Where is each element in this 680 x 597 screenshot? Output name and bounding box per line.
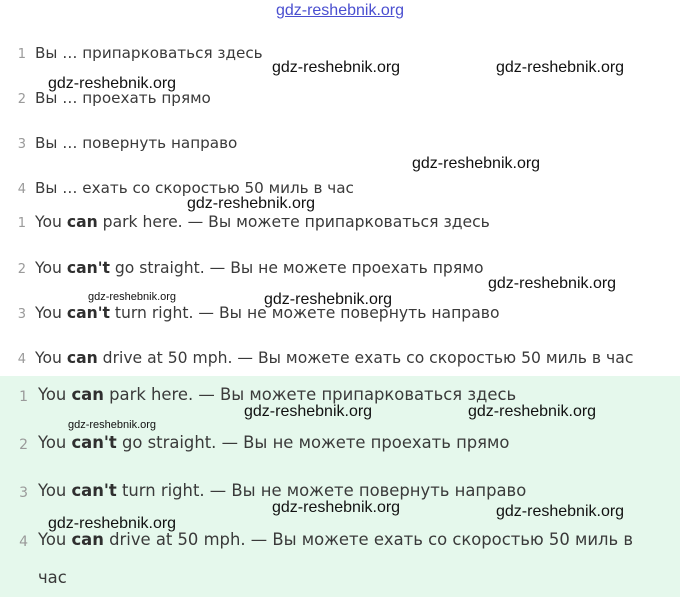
answer-modal: can xyxy=(66,349,98,367)
item-number: 3 xyxy=(17,137,26,152)
answer-modal: can xyxy=(66,213,98,231)
answer-subject: You xyxy=(38,385,72,404)
prompt-text: Вы … повернуть направо xyxy=(35,134,238,152)
watermark: gdz-reshebnik.org xyxy=(88,291,177,303)
item-number: 2 xyxy=(19,437,28,453)
answer-modal: can't xyxy=(71,481,117,500)
watermark: gdz-reshebnik.org xyxy=(187,195,316,212)
item-number: 1 xyxy=(17,47,26,62)
answer-text xyxy=(38,433,509,452)
answer-rest: turn right. — Вы не можете повернуть направо xyxy=(109,304,500,322)
answer-subject: You xyxy=(35,213,67,231)
answer-modal: can xyxy=(71,530,104,549)
answer-text xyxy=(35,259,484,277)
answer-rest: park here. — Вы можете припарковаться здесь xyxy=(97,213,490,231)
answer-text xyxy=(35,213,490,231)
watermark: gdz-reshebnik.org xyxy=(496,59,625,76)
answer-subject: You xyxy=(38,481,72,500)
item-number: 4 xyxy=(19,534,28,550)
watermark: gdz-reshebnik.org xyxy=(48,515,177,532)
answer-subject: You xyxy=(35,304,67,322)
answer-subject: You xyxy=(38,433,72,452)
watermark: gdz-reshebnik.org xyxy=(496,503,625,520)
answer-text xyxy=(38,481,526,500)
item-number: 3 xyxy=(17,307,26,322)
answer-rest: park here. — Вы можете припарковаться здесь xyxy=(103,385,517,404)
answer-text xyxy=(38,385,516,404)
watermark: gdz-reshebnik.org xyxy=(264,291,393,308)
answer-rest: turn right. — Вы не можете повернуть направо xyxy=(116,481,527,500)
item-number: 2 xyxy=(17,262,26,277)
prompt-text: Вы … проехать прямо xyxy=(35,89,211,107)
answer-rest: go straight. — Вы не можете проехать прямо xyxy=(109,259,484,277)
answer-modal: can't xyxy=(71,433,117,452)
answer-subject: You xyxy=(38,530,72,549)
prompt-text: Вы … припарковаться здесь xyxy=(35,44,263,62)
watermark: gdz-reshebnik.org xyxy=(48,75,177,92)
watermark: gdz-reshebnik.org xyxy=(272,499,401,516)
watermark: gdz-reshebnik.org xyxy=(68,419,157,431)
answer-modal: can't xyxy=(66,259,110,277)
watermark: gdz-reshebnik.org xyxy=(468,403,597,420)
answer-rest: drive at 50 mph. — Вы можете ехать со скоростью 50 миль в час xyxy=(97,349,634,367)
header-watermark[interactable]: gdz-reshebnik.org xyxy=(275,2,405,19)
answer-modal: can xyxy=(71,385,104,404)
answer-text xyxy=(35,349,633,367)
prompt-text: Вы … ехать со скоростью 50 миль в час xyxy=(35,179,354,197)
answer-rest: drive at 50 mph. — Вы можете ехать со скоростью 50 миль в xyxy=(103,530,634,549)
item-number: 1 xyxy=(19,389,28,405)
item-number: 4 xyxy=(17,182,26,197)
watermark: gdz-reshebnik.org xyxy=(244,403,373,420)
answer-continuation: час xyxy=(38,568,67,587)
answer-subject: You xyxy=(35,349,67,367)
watermark: gdz-reshebnik.org xyxy=(488,275,617,292)
watermark: gdz-reshebnik.org xyxy=(272,59,401,76)
item-number: 3 xyxy=(19,485,28,501)
answer-subject: You xyxy=(35,259,67,277)
answer-modal: can't xyxy=(66,304,110,322)
watermark: gdz-reshebnik.org xyxy=(412,155,541,172)
answer-rest: go straight. — Вы не можете проехать прямо xyxy=(116,433,510,452)
item-number: 2 xyxy=(17,92,26,107)
item-number: 4 xyxy=(17,352,26,367)
item-number: 1 xyxy=(17,216,26,231)
